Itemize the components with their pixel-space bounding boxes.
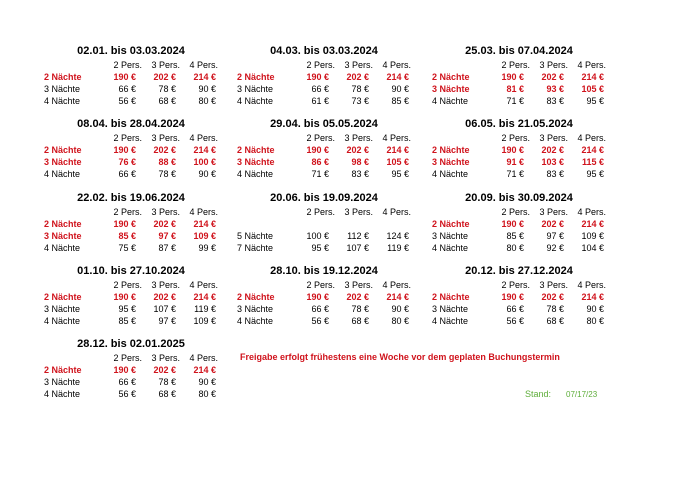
season-block: [44, 338, 218, 400]
price-cell: 202 €: [541, 292, 564, 302]
price-cell: 92 €: [546, 243, 564, 253]
price-cell: 68 €: [351, 316, 369, 326]
season-title: 08.04. bis 28.04.2024: [77, 118, 185, 130]
persons-header-cell: 2 Pers.: [501, 133, 530, 143]
season-title: 20.09. bis 30.09.2024: [465, 192, 573, 204]
nights-label: 4 Nächte: [237, 169, 274, 179]
price-cell: 214 €: [193, 365, 216, 375]
price-cell: 109 €: [193, 316, 216, 326]
price-cell: 91 €: [506, 157, 524, 167]
header-spacer: [432, 279, 492, 291]
nights-label: 2 Nächte: [237, 145, 275, 155]
persons-header-cell: 2 Pers.: [501, 60, 530, 70]
price-cell: 85 €: [391, 96, 409, 106]
nights-label: 4 Nächte: [44, 316, 81, 326]
price-cell: 87 €: [158, 243, 176, 253]
price-row: [237, 242, 411, 254]
header-spacer: [44, 206, 104, 218]
persons-header-cell: 4 Pers.: [189, 353, 218, 363]
season-block: [44, 45, 218, 107]
price-cell: 190 €: [501, 145, 524, 155]
nights-label: 2 Nächte: [44, 365, 82, 375]
price-cell: 78 €: [351, 304, 369, 314]
price-cell: 202 €: [541, 72, 564, 82]
persons-header-cell: 3 Pers.: [151, 133, 180, 143]
price-cell: 71 €: [506, 169, 524, 179]
nights-label: 4 Nächte: [44, 389, 81, 399]
price-cell: 95 €: [586, 96, 604, 106]
price-cell: 71 €: [311, 169, 329, 179]
price-cell: 109 €: [193, 231, 216, 241]
price-row: [44, 83, 218, 95]
persons-header-cell: 2 Pers.: [501, 207, 530, 217]
persons-header-cell: 4 Pers.: [189, 280, 218, 290]
nights-label: 3 Nächte: [237, 304, 274, 314]
price-cell: 202 €: [541, 145, 564, 155]
nights-label: 3 Nächte: [44, 304, 81, 314]
price-row: [237, 156, 411, 168]
nights-label: 2 Nächte: [44, 292, 82, 302]
nights-label: 2 Nächte: [44, 72, 82, 82]
price-cell: 78 €: [158, 169, 176, 179]
price-cell: 90 €: [391, 304, 409, 314]
persons-header: [237, 59, 411, 71]
price-row: [432, 315, 606, 327]
nights-label: 2 Nächte: [432, 145, 470, 155]
price-cell: 190 €: [501, 72, 524, 82]
persons-header: [44, 279, 218, 291]
price-cell: 71 €: [506, 96, 524, 106]
stand-label: Stand:: [525, 389, 552, 399]
season-title: 06.05. bis 21.05.2024: [465, 118, 573, 130]
price-cell: 104 €: [581, 243, 604, 253]
price-row: [432, 71, 606, 83]
price-row: [237, 71, 411, 83]
price-cell: 90 €: [198, 377, 216, 387]
price-row: [432, 303, 606, 315]
price-cell: 85 €: [118, 316, 136, 326]
price-cell: 56 €: [118, 389, 136, 399]
price-row: [44, 364, 218, 376]
price-cell: 80 €: [506, 243, 524, 253]
price-cell: 66 €: [506, 304, 524, 314]
nights-label: 2 Nächte: [44, 145, 82, 155]
nights-label: 2 Nächte: [44, 219, 82, 229]
price-cell: 202 €: [153, 292, 176, 302]
price-row: [237, 95, 411, 107]
persons-header-cell: 4 Pers.: [382, 280, 411, 290]
season-block: [432, 45, 606, 107]
nights-label: 2 Nächte: [432, 219, 470, 229]
price-cell: 86 €: [311, 157, 329, 167]
header-spacer: [432, 206, 492, 218]
price-row: [44, 303, 218, 315]
price-cell: 85 €: [118, 231, 136, 241]
persons-header: [237, 132, 411, 144]
price-row: [237, 303, 411, 315]
persons-header-cell: 4 Pers.: [189, 207, 218, 217]
price-cell: 115 €: [581, 157, 604, 167]
season-title: 22.02. bis 19.06.2024: [77, 192, 185, 204]
price-row: [237, 83, 411, 95]
persons-header-cell: 2 Pers.: [113, 60, 142, 70]
persons-header-cell: 4 Pers.: [577, 280, 606, 290]
price-cell: 202 €: [541, 219, 564, 229]
persons-header-cell: 2 Pers.: [113, 353, 142, 363]
price-cell: 66 €: [118, 377, 136, 387]
nights-label: 4 Nächte: [432, 316, 469, 326]
nights-label: 2 Nächte: [237, 72, 275, 82]
price-cell: 80 €: [198, 389, 216, 399]
price-cell: 202 €: [346, 145, 369, 155]
price-cell: 124 €: [386, 231, 409, 241]
persons-header-cell: 3 Pers.: [151, 280, 180, 290]
persons-header-cell: 3 Pers.: [344, 280, 373, 290]
season-block: [44, 118, 218, 180]
price-row: [432, 230, 606, 242]
nights-label: 2 Nächte: [432, 292, 470, 302]
persons-header-cell: 3 Pers.: [344, 60, 373, 70]
price-cell: 99 €: [198, 243, 216, 253]
price-cell: 190 €: [113, 219, 136, 229]
price-cell: 190 €: [501, 292, 524, 302]
nights-label: 3 Nächte: [44, 157, 82, 167]
price-cell: 109 €: [581, 231, 604, 241]
price-cell: 202 €: [153, 72, 176, 82]
price-row: [44, 315, 218, 327]
persons-header-cell: 4 Pers.: [577, 207, 606, 217]
price-cell: 190 €: [113, 365, 136, 375]
season-block: [44, 192, 218, 254]
header-spacer: [44, 132, 104, 144]
persons-header: [44, 206, 218, 218]
season-title: 28.12. bis 02.01.2025: [77, 338, 185, 350]
price-cell: 80 €: [586, 316, 604, 326]
price-cell: 80 €: [391, 316, 409, 326]
price-cell: 95 €: [311, 243, 329, 253]
nights-label: 4 Nächte: [432, 243, 469, 253]
price-cell: 105 €: [581, 84, 604, 94]
persons-header-cell: 3 Pers.: [539, 280, 568, 290]
persons-header-cell: 2 Pers.: [306, 280, 335, 290]
persons-header: [432, 279, 606, 291]
season-title: 04.03. bis 03.03.2024: [270, 45, 378, 57]
persons-header-cell: 4 Pers.: [382, 133, 411, 143]
price-cell: 95 €: [391, 169, 409, 179]
price-cell: 76 €: [118, 157, 136, 167]
stand-date: 07/17/23: [566, 390, 598, 399]
price-row: [432, 168, 606, 180]
price-cell: 202 €: [153, 219, 176, 229]
price-cell: 100 €: [306, 231, 329, 241]
price-cell: 190 €: [113, 145, 136, 155]
price-row: [44, 156, 218, 168]
persons-header-cell: 4 Pers.: [577, 60, 606, 70]
nights-label: 7 Nächte: [237, 243, 274, 253]
price-row: [44, 388, 218, 400]
price-row: [432, 242, 606, 254]
price-cell: 190 €: [306, 145, 329, 155]
price-row: [432, 144, 606, 156]
price-row: [237, 168, 411, 180]
price-cell: 112 €: [347, 231, 369, 241]
persons-header-cell: 2 Pers.: [113, 207, 142, 217]
persons-header-cell: 2 Pers.: [306, 133, 335, 143]
price-cell: 56 €: [311, 316, 329, 326]
persons-header: [432, 59, 606, 71]
price-cell: 78 €: [158, 377, 176, 387]
season-title: 02.01. bis 03.03.2024: [77, 45, 185, 57]
price-row: [44, 168, 218, 180]
season-title: 29.04. bis 05.05.2024: [270, 118, 378, 130]
persons-header-cell: 4 Pers.: [382, 60, 411, 70]
price-cell: 202 €: [346, 72, 369, 82]
price-cell: 214 €: [581, 292, 604, 302]
price-row: [237, 315, 411, 327]
persons-header-cell: 3 Pers.: [539, 60, 568, 70]
price-cell: 73 €: [351, 96, 369, 106]
price-cell: 107 €: [346, 243, 369, 253]
persons-header-cell: 3 Pers.: [151, 207, 180, 217]
header-spacer: [432, 59, 492, 71]
nights-label: 3 Nächte: [432, 84, 470, 94]
price-cell: 190 €: [306, 292, 329, 302]
price-cell: 98 €: [351, 157, 369, 167]
price-cell: 100 €: [193, 157, 216, 167]
price-row: [44, 71, 218, 83]
nights-label: 2 Nächte: [432, 72, 470, 82]
price-row: [432, 83, 606, 95]
price-cell: 68 €: [158, 96, 176, 106]
persons-header-cell: 4 Pers.: [189, 133, 218, 143]
nights-label: 3 Nächte: [237, 157, 275, 167]
nights-label: 4 Nächte: [44, 243, 81, 253]
price-row: [44, 291, 218, 303]
persons-header-cell: 3 Pers.: [539, 133, 568, 143]
price-cell: 119 €: [387, 243, 409, 253]
price-row: [432, 156, 606, 168]
persons-header: [44, 132, 218, 144]
price-row: [44, 95, 218, 107]
price-cell: 88 €: [158, 157, 176, 167]
nights-label: 3 Nächte: [237, 84, 274, 94]
persons-header-cell: 4 Pers.: [189, 60, 218, 70]
price-row: [432, 218, 606, 230]
header-spacer: [44, 59, 104, 71]
persons-header: [237, 279, 411, 291]
season-title: 28.10. bis 19.12.2024: [270, 265, 378, 277]
price-row: [44, 376, 218, 388]
price-cell: 78 €: [546, 304, 564, 314]
price-cell: 61 €: [311, 96, 329, 106]
persons-header: [44, 352, 218, 364]
header-spacer: [44, 352, 104, 364]
price-row: [237, 230, 411, 242]
price-cell: 214 €: [386, 72, 409, 82]
price-cell: 214 €: [193, 292, 216, 302]
nights-label: 4 Nächte: [432, 169, 469, 179]
price-cell: 214 €: [386, 145, 409, 155]
persons-header-cell: 3 Pers.: [151, 60, 180, 70]
season-title: 20.12. bis 27.12.2024: [465, 265, 573, 277]
persons-header-cell: 2 Pers.: [113, 133, 142, 143]
price-cell: 56 €: [118, 96, 136, 106]
season-block: [237, 265, 411, 327]
season-title: 25.03. bis 07.04.2024: [465, 45, 573, 57]
season-block: [432, 265, 606, 327]
price-cell: 103 €: [541, 157, 564, 167]
price-cell: 107 €: [153, 304, 176, 314]
price-cell: 68 €: [546, 316, 564, 326]
nights-label: 3 Nächte: [44, 377, 81, 387]
price-cell: 202 €: [346, 292, 369, 302]
header-spacer: [237, 59, 297, 71]
season-title: 20.06. bis 19.09.2024: [270, 192, 378, 204]
persons-header: [237, 206, 411, 218]
price-cell: 95 €: [586, 169, 604, 179]
price-cell: 214 €: [386, 292, 409, 302]
price-cell: 83 €: [546, 169, 564, 179]
persons-header-cell: 3 Pers.: [344, 133, 373, 143]
price-cell: 214 €: [193, 145, 216, 155]
price-cell: 90 €: [198, 84, 216, 94]
season-block: [432, 192, 606, 254]
price-cell: 56 €: [506, 316, 524, 326]
price-cell: 190 €: [113, 292, 136, 302]
price-cell: 90 €: [198, 169, 216, 179]
price-row: [44, 230, 218, 242]
nights-label: 4 Nächte: [44, 96, 81, 106]
nights-label: 5 Nächte: [237, 231, 274, 241]
price-row: [237, 291, 411, 303]
price-cell: 95 €: [118, 304, 136, 314]
nights-label: 4 Nächte: [432, 96, 469, 106]
persons-header-cell: 4 Pers.: [382, 207, 411, 217]
price-cell: 66 €: [311, 84, 329, 94]
persons-header: [432, 206, 606, 218]
season-block: [432, 118, 606, 180]
header-spacer: [237, 279, 297, 291]
price-row: [44, 218, 218, 230]
season-block: [237, 118, 411, 180]
price-cell: 66 €: [311, 304, 329, 314]
price-cell: 83 €: [351, 169, 369, 179]
persons-header-cell: 2 Pers.: [113, 280, 142, 290]
price-cell: 66 €: [118, 169, 136, 179]
price-cell: 97 €: [158, 231, 176, 241]
price-cell: 78 €: [158, 84, 176, 94]
persons-header-cell: 3 Pers.: [539, 207, 568, 217]
header-spacer: [432, 132, 492, 144]
nights-label: 3 Nächte: [432, 304, 469, 314]
price-cell: 90 €: [391, 84, 409, 94]
header-spacer: [44, 279, 104, 291]
persons-header-cell: 4 Pers.: [577, 133, 606, 143]
price-cell: 90 €: [586, 304, 604, 314]
price-cell: 81 €: [506, 84, 524, 94]
price-cell: 97 €: [546, 231, 564, 241]
price-row: [44, 242, 218, 254]
price-cell: 83 €: [546, 96, 564, 106]
nights-label: 3 Nächte: [44, 231, 82, 241]
price-cell: 214 €: [193, 72, 216, 82]
season-block: [237, 192, 411, 254]
nights-label: 3 Nächte: [432, 157, 470, 167]
persons-header-cell: 3 Pers.: [344, 207, 373, 217]
price-cell: 80 €: [198, 96, 216, 106]
header-spacer: [237, 132, 297, 144]
price-cell: 68 €: [158, 389, 176, 399]
price-cell: 85 €: [506, 231, 524, 241]
price-cell: 105 €: [386, 157, 409, 167]
price-row: [237, 144, 411, 156]
price-cell: 214 €: [581, 72, 604, 82]
persons-header-cell: 2 Pers.: [306, 207, 335, 217]
persons-header: [44, 59, 218, 71]
price-cell: 97 €: [158, 316, 176, 326]
nights-label: 3 Nächte: [432, 231, 469, 241]
nights-label: 2 Nächte: [237, 292, 275, 302]
price-cell: 78 €: [351, 84, 369, 94]
header-spacer: [237, 206, 297, 218]
price-cell: 93 €: [546, 84, 564, 94]
price-cell: 190 €: [113, 72, 136, 82]
nights-label: 4 Nächte: [44, 169, 81, 179]
price-cell: 190 €: [501, 219, 524, 229]
nights-label: 4 Nächte: [237, 96, 274, 106]
price-cell: 214 €: [193, 219, 216, 229]
price-row: [44, 144, 218, 156]
persons-header-cell: 3 Pers.: [151, 353, 180, 363]
price-cell: 119 €: [194, 304, 216, 314]
release-notice: Freigabe erfolgt frühestens eine Woche vor dem geplaten Buchungstermin: [240, 352, 560, 362]
nights-label: 3 Nächte: [44, 84, 81, 94]
price-cell: 75 €: [118, 243, 136, 253]
price-cell: 190 €: [306, 72, 329, 82]
price-cell: 214 €: [581, 219, 604, 229]
price-row: [432, 95, 606, 107]
price-cell: 202 €: [153, 365, 176, 375]
price-cell: 66 €: [118, 84, 136, 94]
persons-header-cell: 2 Pers.: [501, 280, 530, 290]
season-block: [44, 265, 218, 327]
price-cell: 214 €: [581, 145, 604, 155]
nights-label: 4 Nächte: [237, 316, 274, 326]
persons-header-cell: 2 Pers.: [306, 60, 335, 70]
price-cell: 202 €: [153, 145, 176, 155]
price-row: [432, 291, 606, 303]
season-title: 01.10. bis 27.10.2024: [77, 265, 185, 277]
season-block: [237, 45, 411, 107]
persons-header: [432, 132, 606, 144]
